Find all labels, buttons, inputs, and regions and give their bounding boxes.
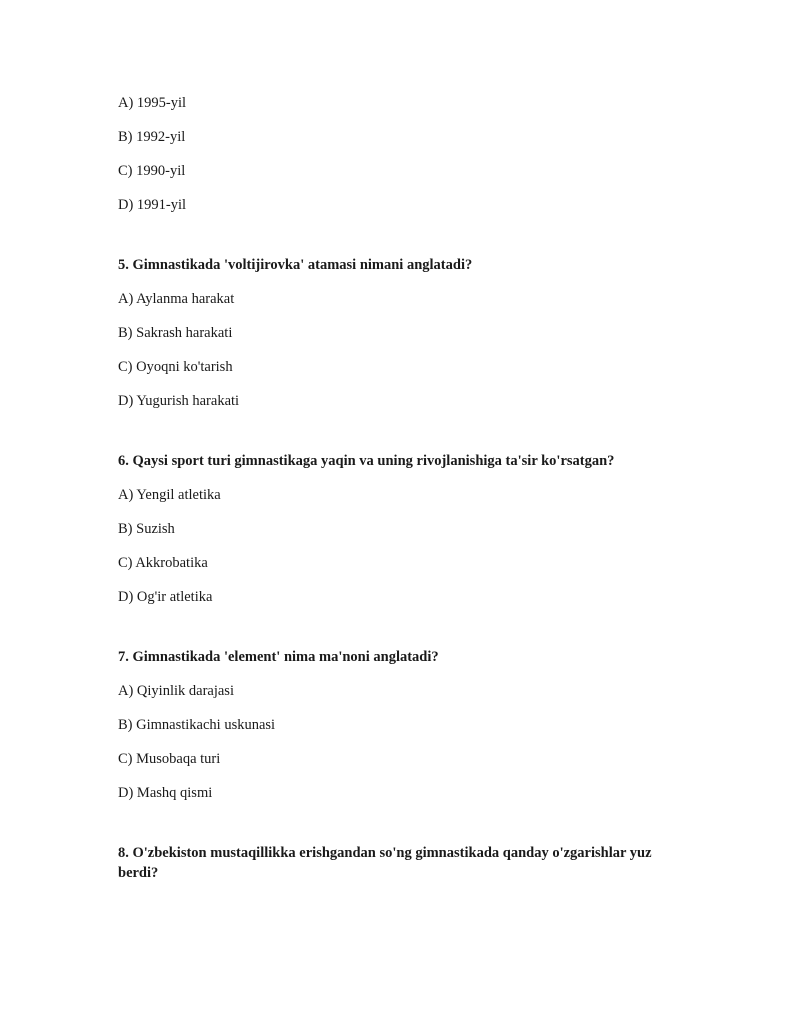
question-7-option-b: B) Gimnastikachi uskunasi [118,717,276,733]
question-5-option-a: A) Aylanma harakat [118,291,235,307]
question-6-option-c: C) Akkrobatika [118,555,208,571]
question-8-text: 8. O'zbekiston mustaqillikka erishgandan so'ng gimnastikada qanday o'zgarishlar yuz berdi? [118,845,652,881]
question-5-option-d: D) Yugurish harakati [118,393,240,409]
question-5-block [118,255,688,411]
question-5-option-c: C) Oyoqni ko'tarish [118,359,233,375]
question-4-block [118,93,688,215]
question-6-text: 6. Qaysi sport turi gimnastikaga yaqin va uning rivojlanishiga ta'sir ko'rsatgan? [118,453,615,469]
question-8-block [118,843,688,883]
question-6-option-a: A) Yengil atletika [118,487,221,503]
question-6-option-b: B) Suzish [118,521,175,537]
question-4-option-d: D) 1991-yil [118,197,187,213]
question-7-option-a: A) Qiyinlik darajasi [118,683,234,699]
document-page [118,93,688,897]
question-7-block [118,647,688,803]
question-6-option-d: D) Og'ir atletika [118,589,213,605]
question-7-option-d: D) Mashq qismi [118,785,213,801]
question-5-option-b: B) Sakrash harakati [118,325,233,341]
question-7-option-c: C) Musobaqa turi [118,751,221,767]
question-4-option-a: A) 1995-yil [118,95,187,111]
question-4-option-b: B) 1992-yil [118,129,186,145]
question-7-text: 7. Gimnastikada 'element' nima ma'noni anglatadi? [118,649,439,665]
question-4-option-c: C) 1990-yil [118,163,186,179]
question-6-block [118,451,688,607]
question-5-text: 5. Gimnastikada 'voltijirovka' atamasi nimani anglatadi? [118,257,473,273]
